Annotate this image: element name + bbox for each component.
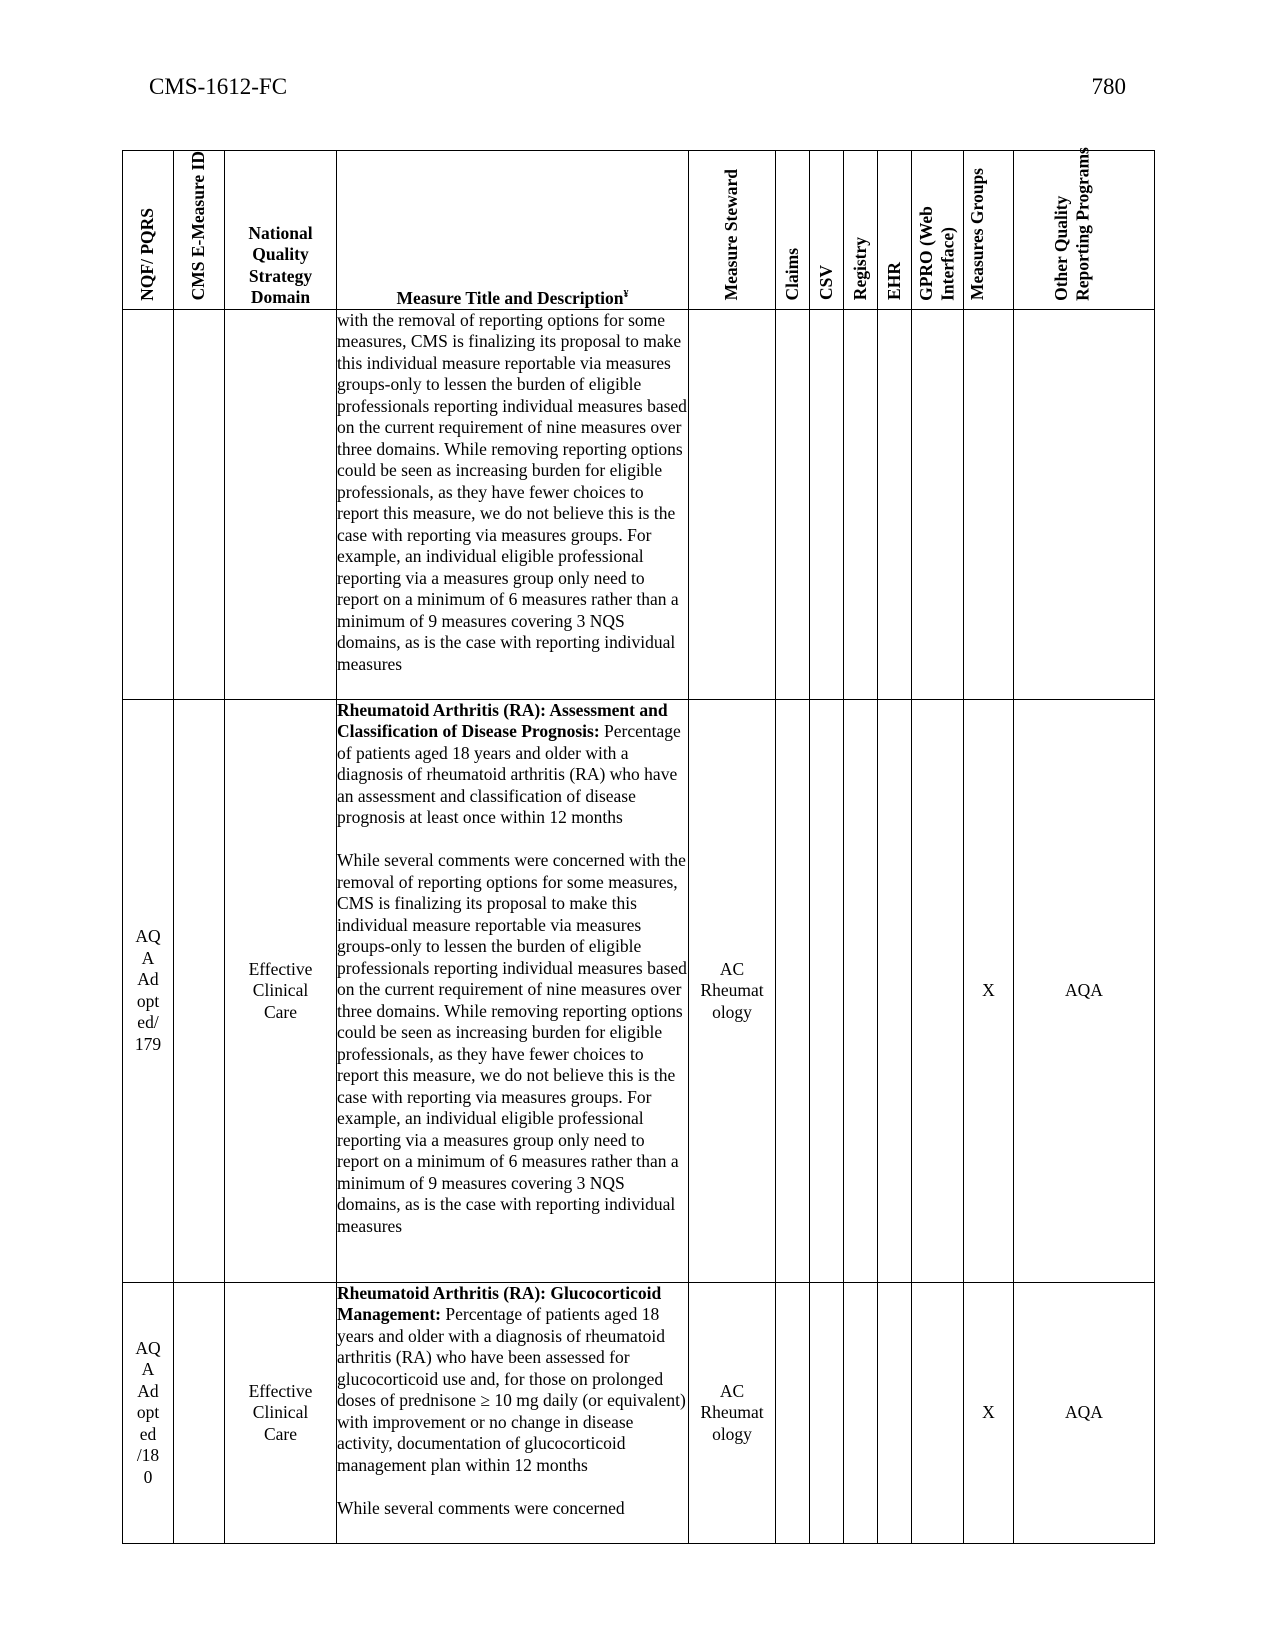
cell-domain: Effective Clinical Care bbox=[225, 699, 337, 1282]
measure-desc: Percentage of patients aged 18 years and older with a diagnosis of rheumatoid arthritis (RA) who have been assessed for glucocorticoid use and, for those on prolonged doses of prednisone ≥ 10 mg daily (or equivalent) with improvement or no change in disease activity, documentation of glucocorticoid management plan within 12 months bbox=[337, 1304, 686, 1475]
table-row bbox=[123, 699, 1155, 1282]
cell-gpro bbox=[912, 699, 964, 1282]
cell-nqf bbox=[123, 309, 174, 699]
col-header-gpro: GPRO (Web Interface) bbox=[912, 151, 964, 310]
cell-ehr bbox=[878, 1282, 912, 1543]
cell-registry bbox=[844, 309, 878, 699]
cell-cms-id bbox=[174, 309, 225, 699]
cell-other-programs bbox=[1014, 309, 1155, 699]
measure-comment: with the removal of reporting options for some measures, CMS is finalizing its proposal to make this individual measure reportable via measures groups-only to lessen the burden of eligible professionals reporting individual measures based on the current requirement of nine measures over three domains. While removing reporting options could be seen as increasing burden for eligible professionals, as they have fewer choices to report this measure, we do not believe this is the case with reporting via measures groups. For example, an individual eligible professional reporting via a measures group only need to report on a minimum of 6 measures rather than a minimum of 9 measures covering 3 NQS domains, as is the case with reporting individual measures bbox=[337, 309, 687, 674]
measure-comment: While several comments were concerned with the removal of reporting options for some measures, CMS is finalizing its proposal to make this individual measure reportable via measures groups-only to lessen the burden of eligible professionals reporting individual measures based on the current requirement of nine measures over three domains. While removing reporting options could be seen as increasing burden for eligible professionals, as they have fewer choices to report this measure, we do not believe this is the case with reporting via measures groups. For example, an individual eligible professional reporting via a measures group only need to report on a minimum of 6 measures rather than a minimum of 9 measures covering 3 NQS domains, as is the case with reporting individual measures bbox=[337, 850, 687, 1236]
col-header-measures-groups: Measures Groups bbox=[964, 151, 1014, 310]
col-header-measure-steward: Measure Steward bbox=[689, 151, 776, 310]
cell-cms-id bbox=[174, 1282, 225, 1543]
measure-desc: Percentage of patients aged 18 years and older with a diagnosis of rheumatoid arthritis (RA) who have an assessment and classification of disease prognosis at least once within 12 months bbox=[337, 721, 681, 828]
cell-registry bbox=[844, 699, 878, 1282]
col-header-nqf: NQF/ PQRS bbox=[123, 151, 174, 310]
cell-other-programs: AQA bbox=[1014, 1282, 1155, 1543]
page-number: 780 bbox=[1091, 74, 1126, 99]
table-row bbox=[123, 309, 1155, 699]
cell-steward bbox=[689, 309, 776, 699]
cell-nqf: AQ A Ad opt ed/ 179 bbox=[123, 699, 174, 1282]
cell-csv bbox=[810, 699, 844, 1282]
col-header-cms-emeasure-id: CMS E-Measure ID bbox=[174, 151, 225, 310]
cell-ehr bbox=[878, 699, 912, 1282]
cell-domain bbox=[225, 309, 337, 699]
measure-title: Rheumatoid Arthritis (RA): Glucocorticoid Management: bbox=[337, 1282, 662, 1325]
cell-claims bbox=[776, 1282, 810, 1543]
cell-measures-groups: X bbox=[964, 1282, 1014, 1543]
cell-csv bbox=[810, 1282, 844, 1543]
cell-measure-description bbox=[337, 1282, 689, 1543]
cell-csv bbox=[810, 309, 844, 699]
col-header-nqs-domain: National Quality Strategy Domain bbox=[225, 151, 337, 310]
col-header-ehr: EHR bbox=[878, 151, 912, 310]
cell-steward: AC Rheumat ology bbox=[689, 1282, 776, 1543]
measures-table bbox=[122, 146, 1155, 1544]
cell-claims bbox=[776, 309, 810, 699]
col-header-registry: Registry bbox=[844, 151, 878, 310]
cell-measure-description bbox=[337, 699, 689, 1282]
cell-cms-id bbox=[174, 699, 225, 1282]
yen-mark: ¥ bbox=[623, 288, 629, 300]
cell-gpro bbox=[912, 309, 964, 699]
cell-other-programs: AQA bbox=[1014, 699, 1155, 1282]
col-header-csv: CSV bbox=[810, 151, 844, 310]
measure-comment: While several comments were concerned bbox=[337, 1497, 625, 1518]
col-header-other-programs: Other Quality Reporting Programs bbox=[1014, 151, 1155, 310]
cell-measures-groups bbox=[964, 309, 1014, 699]
cell-steward: AC Rheumat ology bbox=[689, 699, 776, 1282]
cell-claims bbox=[776, 699, 810, 1282]
cell-registry bbox=[844, 1282, 878, 1543]
col-header-claims: Claims bbox=[776, 151, 810, 310]
table-row bbox=[123, 1282, 1155, 1543]
header-row bbox=[123, 151, 1155, 310]
cell-measure-description bbox=[337, 309, 689, 699]
cell-domain: Effective Clinical Care bbox=[225, 1282, 337, 1543]
col-header-measure-title: Measure Title and Description¥ bbox=[337, 151, 689, 310]
cell-gpro bbox=[912, 1282, 964, 1543]
cell-measures-groups: X bbox=[964, 699, 1014, 1282]
cell-nqf: AQ A Ad opt ed /18 0 bbox=[123, 1282, 174, 1543]
measure-title: Rheumatoid Arthritis (RA): Assessment and Classification of Disease Prognosis: bbox=[337, 699, 668, 742]
document-id: CMS-1612-FC bbox=[149, 74, 288, 99]
cell-ehr bbox=[878, 309, 912, 699]
